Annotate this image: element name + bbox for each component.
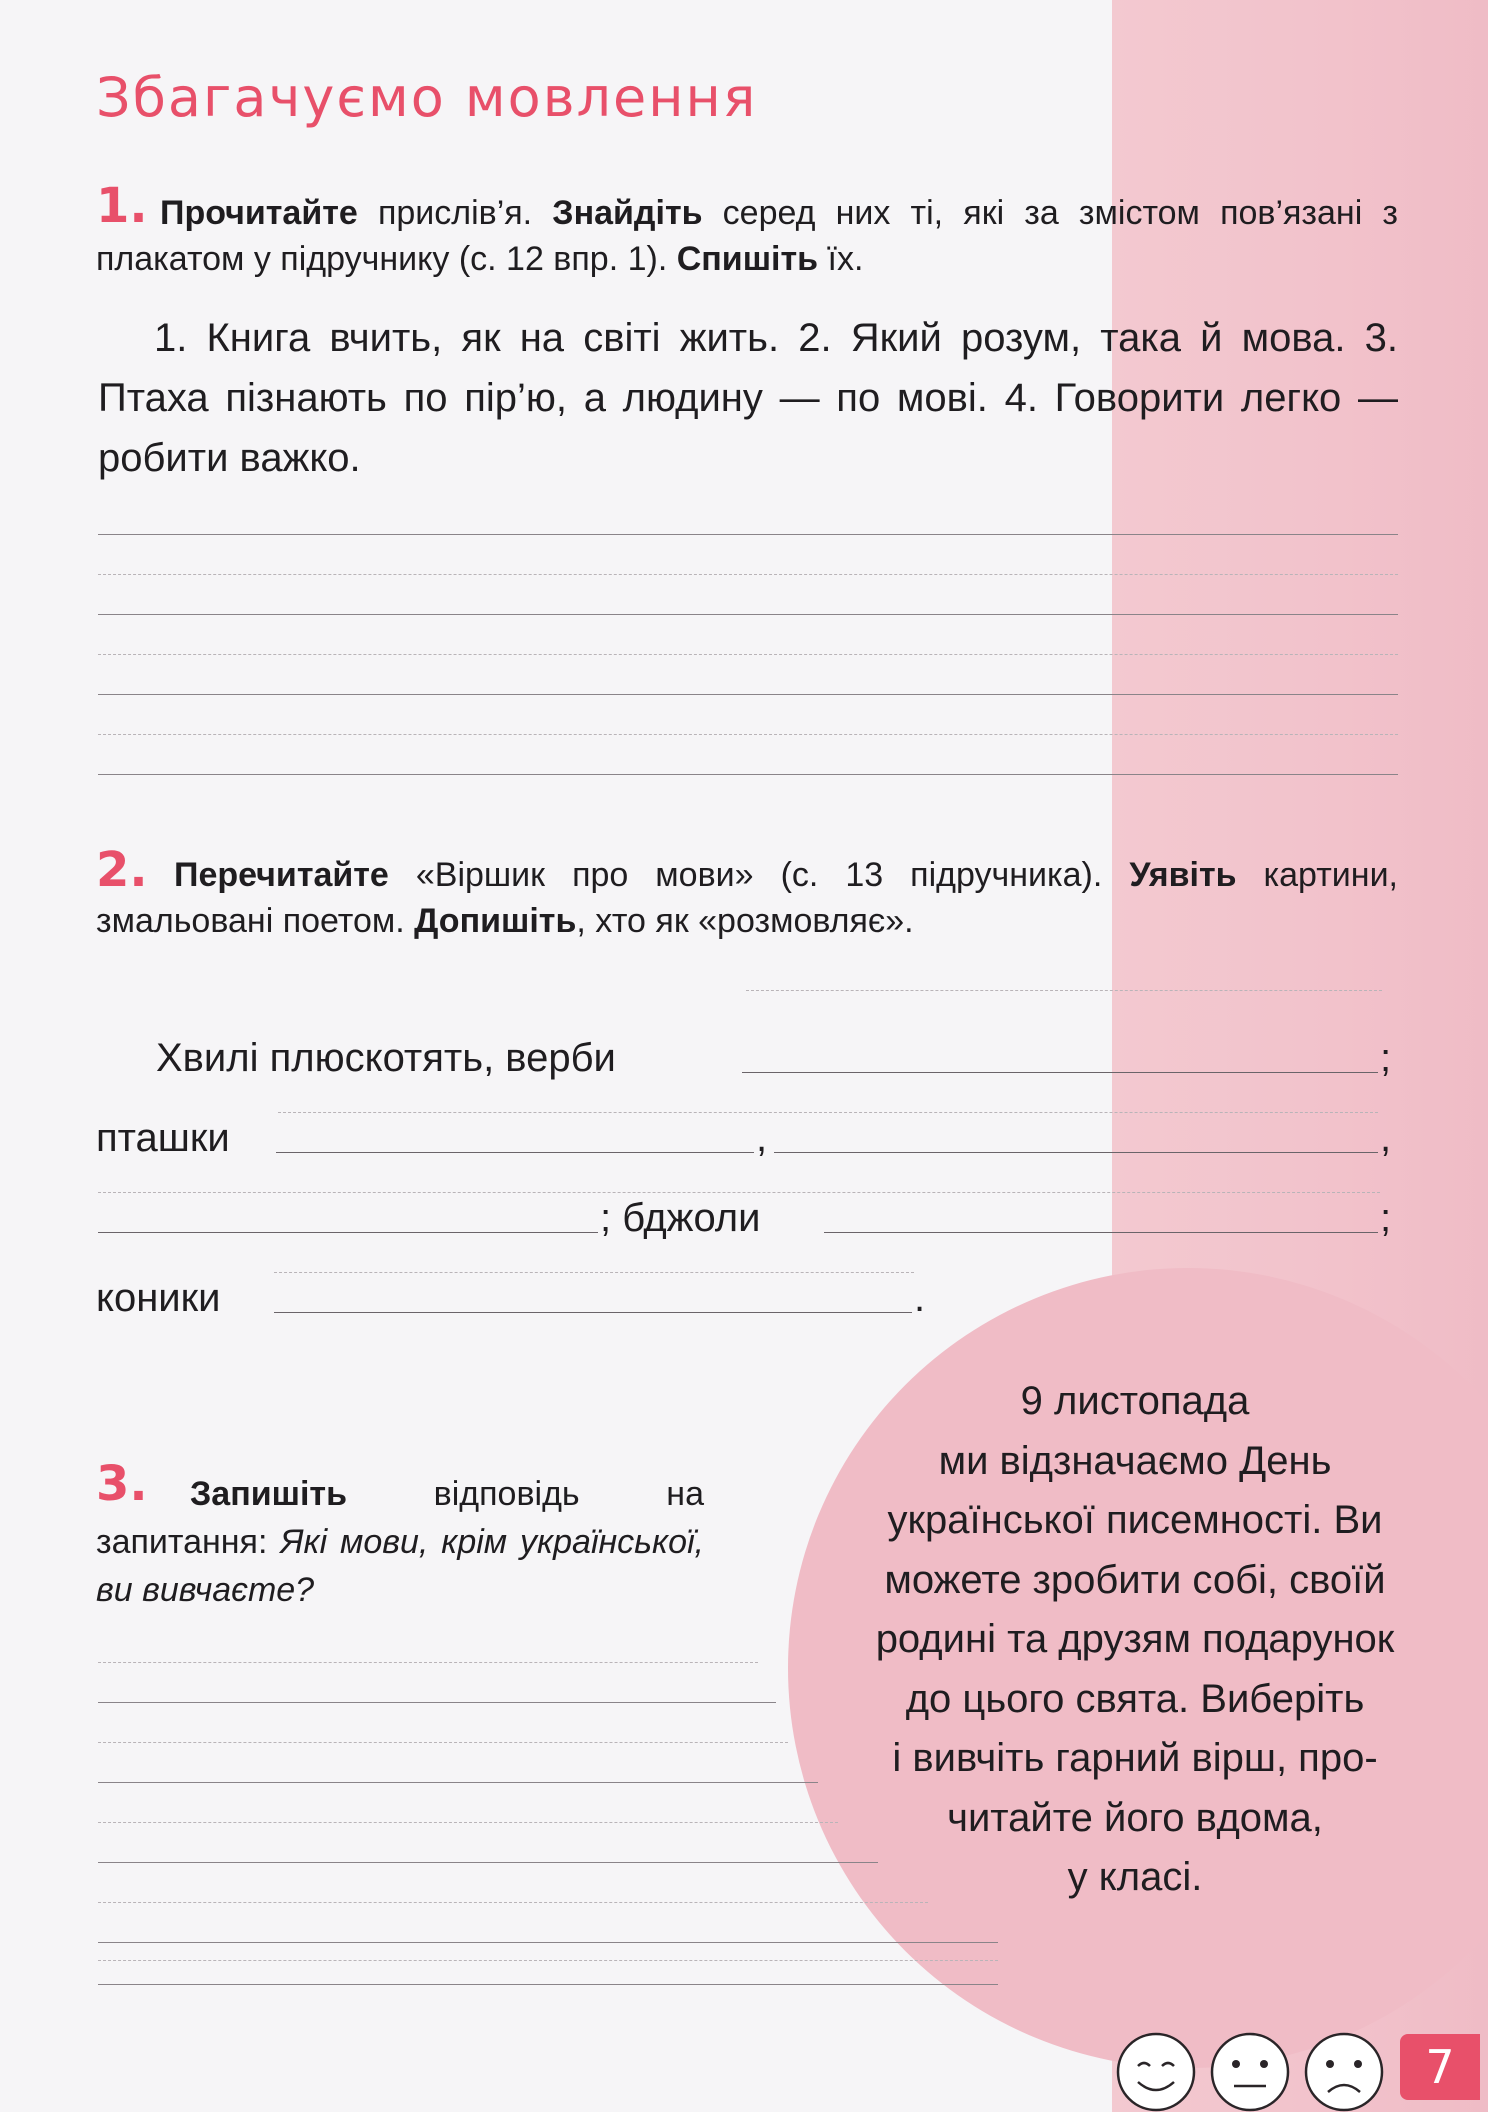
page-number: 7	[1400, 2034, 1480, 2100]
punctuation: ;	[1380, 1196, 1392, 1240]
guide-line	[98, 1822, 838, 1823]
writing-line[interactable]	[98, 1782, 818, 1783]
fill-line-1-text: Хвилі плюскотять, верби	[156, 1036, 616, 1080]
proverbs-text	[98, 308, 1398, 488]
writing-line[interactable]	[98, 534, 1398, 535]
guide-line	[98, 654, 1398, 655]
writing-line[interactable]	[98, 1984, 998, 1985]
answer-blank[interactable]	[98, 1232, 598, 1233]
instruction-text: відповідь на запитання:	[96, 1475, 704, 1561]
proverbs: 1. Книга вчить, як на світі жить. 2. Який розум, така й мова. 3. Птаха пізнають по пір’ю, а людину — по мові. 4. Говорити легко — робити важко.	[98, 316, 1398, 480]
exercise-1-instruction	[96, 190, 1398, 282]
info-line: ми відзначаємо День	[938, 1438, 1332, 1483]
writing-line[interactable]	[98, 1942, 998, 1943]
guide-line	[98, 1960, 998, 1961]
punctuation: .	[914, 1276, 926, 1320]
info-line: можете зробити собі, своїй	[884, 1557, 1386, 1602]
punctuation: ,	[756, 1116, 768, 1160]
happy-face-icon[interactable]	[1118, 2034, 1194, 2110]
self-assessment-faces	[1112, 2028, 1388, 2112]
instruction-text: серед них ті, які за змістом пов’язані з плакатом у підручнику (с. 12 впр. 1).	[96, 194, 1398, 278]
instruction-text: , хто як «розмовляє».	[576, 902, 914, 940]
exercise-3-instruction	[96, 1470, 704, 1614]
guide-line	[98, 1662, 758, 1663]
exercise-2-instruction	[96, 852, 1398, 944]
guide-line	[98, 1902, 928, 1903]
sad-face-icon[interactable]	[1306, 2034, 1382, 2110]
guide-line	[274, 1272, 914, 1273]
guide-line	[746, 990, 1382, 991]
instruction-verb: Запишіть	[190, 1475, 347, 1513]
section-title: Збагачуємо мовлення	[96, 66, 758, 129]
guide-line	[98, 734, 1398, 735]
answer-blank[interactable]	[824, 1232, 1378, 1233]
instruction-verb: Спишіть	[676, 240, 819, 278]
question-text: Які мови, крім української, ви вивчаєте?	[96, 1523, 705, 1609]
answer-blank[interactable]	[742, 1072, 1378, 1073]
instruction-text: картини, змальовані поетом.	[96, 856, 1399, 940]
neutral-face-icon[interactable]	[1212, 2034, 1288, 2110]
instruction-verb: Уявіть	[1129, 856, 1237, 894]
info-line: української писемності. Ви	[887, 1498, 1383, 1542]
answer-blank[interactable]	[276, 1152, 754, 1153]
punctuation: ;	[1380, 1036, 1392, 1080]
fill-line-4-text: коники	[96, 1276, 221, 1320]
writing-line[interactable]	[98, 774, 1398, 775]
info-line: у класі.	[1067, 1855, 1203, 1899]
info-line: родині та друзям подарунок	[875, 1617, 1395, 1661]
guide-line	[98, 574, 1398, 575]
info-line: до цього свята. Виберіть	[905, 1676, 1365, 1721]
instruction-text: їх.	[818, 240, 864, 278]
answer-blank[interactable]	[774, 1152, 1378, 1153]
fill-line-2-text: пташки	[96, 1116, 230, 1160]
writing-line[interactable]	[98, 1862, 878, 1863]
instruction-text: «Віршик про мови» (с. 13 підручника).	[388, 856, 1130, 894]
exercise-2-number: 2.	[96, 842, 148, 898]
info-line: читайте його вдома,	[947, 1795, 1323, 1840]
instruction-verb: Перечитайте	[174, 856, 389, 894]
info-line: 9 листопада	[1020, 1379, 1250, 1423]
guide-line	[278, 1112, 1378, 1113]
instruction-verb: Знайдіть	[552, 194, 703, 232]
exercise-3-number: 3.	[96, 1456, 148, 1512]
info-line: і вивчіть гарний вірш, про-	[892, 1736, 1378, 1780]
info-circle-text	[815, 1372, 1455, 1908]
fill-line-3-text: ; бджоли	[600, 1196, 761, 1240]
answer-blank[interactable]	[274, 1312, 912, 1313]
instruction-text: прислів’я.	[357, 194, 553, 232]
writing-line[interactable]	[98, 1702, 776, 1703]
guide-line	[98, 1192, 1380, 1193]
punctuation: ,	[1380, 1116, 1392, 1160]
instruction-verb: Допишіть	[414, 902, 577, 940]
guide-line	[98, 1742, 788, 1743]
writing-line[interactable]	[98, 614, 1398, 615]
writing-line[interactable]	[98, 694, 1398, 695]
instruction-verb: Прочитайте	[160, 194, 358, 232]
exercise-1-number: 1.	[96, 178, 148, 234]
